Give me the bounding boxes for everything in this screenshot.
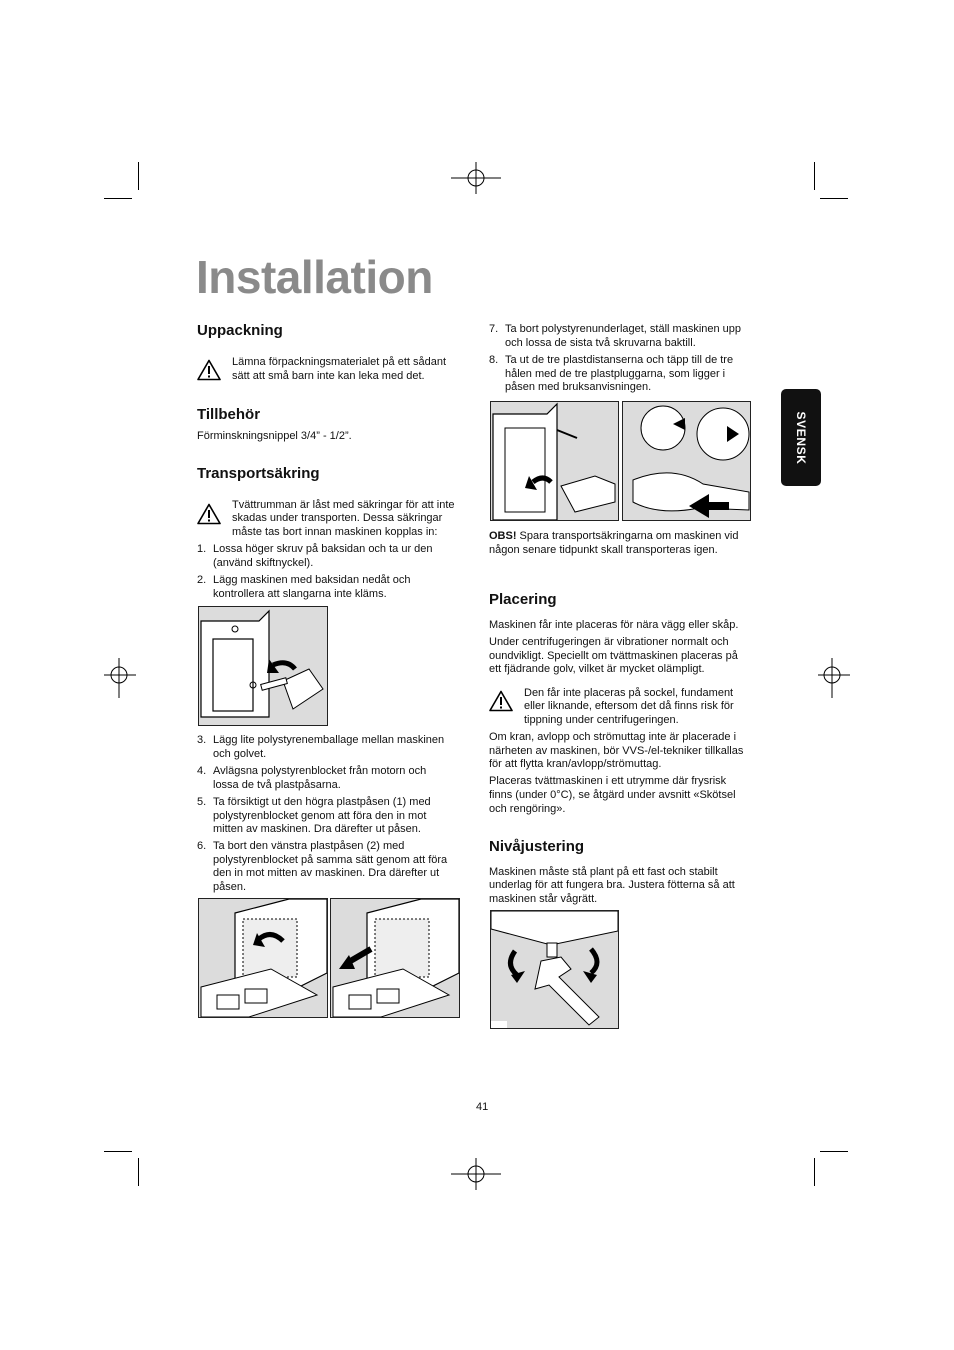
- paragraph: Maskinen måste stå plant på ett fast och stabilt: [489, 866, 718, 878]
- crop-mark: [104, 198, 132, 199]
- section-heading-placering: Placering: [489, 591, 557, 608]
- warning-text: måste tas bort innan maskinen kopplas in:: [232, 526, 438, 538]
- paragraph: Placeras tvättmaskinen i ett utrymme där frysrisk: [489, 775, 727, 787]
- warning-triangle-icon: [197, 359, 221, 381]
- page-title: Installation: [196, 251, 433, 303]
- warning-text: Den får inte placeras på sockel, fundament: [524, 687, 734, 699]
- crop-mark: [814, 1158, 815, 1186]
- illustration-remove-spacers: [490, 401, 619, 521]
- warning-text: sätt att små barn inte kan leka med det.: [232, 370, 425, 382]
- crop-mark: [814, 162, 815, 190]
- step-number: 6.: [197, 840, 207, 852]
- section-heading-nivajustering: Nivåjustering: [489, 838, 585, 855]
- obs-text: Spara transportsäkringarna om maskinen vid: [516, 530, 739, 542]
- registration-crosshair-icon: [104, 658, 136, 698]
- step-number: 3.: [197, 734, 207, 746]
- step-text: Ta bort den vänstra plastpåsen (2) med: [213, 840, 405, 852]
- step-number: 2.: [197, 574, 207, 586]
- crop-mark: [820, 198, 848, 199]
- crop-mark: [138, 162, 139, 190]
- step-number: 5.: [197, 796, 207, 808]
- paragraph: närheten av maskinen, bör VVS-/el-tekniker tillkallas: [489, 745, 744, 757]
- obs-note: någon senare tidpunkt skall transporteras igen.: [489, 544, 718, 556]
- section-heading-tillbehor: Tillbehör: [197, 406, 261, 423]
- warning-triangle-icon: [197, 503, 221, 525]
- section-heading-transportsakring: Transportsäkring: [197, 465, 320, 482]
- step-text: polystyrenblocket genom att föra den in mot: [213, 810, 427, 822]
- paragraph: Maskinen får inte placeras för nära vägg eller skåp.: [489, 619, 739, 631]
- illustration-adjust-feet: [490, 910, 619, 1029]
- crop-mark: [138, 1158, 139, 1186]
- step-number: 1.: [197, 543, 207, 555]
- paragraph: underlag för att fungera bra. Justera fötterna så att: [489, 879, 735, 891]
- illustration-remove-left-bag: [330, 898, 460, 1018]
- crop-mark: [820, 1151, 848, 1152]
- step-text: polystyrenblocket på samma sätt genom att föra: [213, 854, 448, 866]
- paragraph: Förminskningsnippel 3/4” - 1/2”.: [197, 430, 352, 442]
- step-text: Ta ut de tre plastdistanserna och täpp till de tre: [505, 354, 734, 366]
- step-number: 4.: [197, 765, 207, 777]
- registration-crosshair-icon: [451, 1158, 501, 1190]
- step-text: påsen med bruksanvisningen.: [505, 381, 652, 393]
- illustration-insert-plugs: [622, 401, 751, 521]
- registration-crosshair-icon: [451, 162, 501, 194]
- obs-label: OBS!: [489, 530, 517, 542]
- step-text: mitten av maskinen. Dra därefter ut påsen.: [213, 823, 421, 835]
- step-text: hålen med de tre plastpluggarna, som ligger i: [505, 368, 726, 380]
- paragraph: och rengöring».: [489, 803, 566, 815]
- step-text: och lossa de sista två skruvarna baktill.: [505, 337, 696, 349]
- warning-text: eller liknande, eftersom det då finns risk för: [524, 700, 734, 712]
- step-text: kontrollera att slangarna inte kläms.: [213, 588, 387, 600]
- warning-triangle-icon: [489, 690, 513, 712]
- step-text: och golvet.: [213, 748, 267, 760]
- crop-mark: [104, 1151, 132, 1152]
- section-heading-uppackning: Uppackning: [197, 322, 283, 339]
- step-number: 8.: [489, 354, 499, 366]
- step-text: lossa de två plastpåsarna.: [213, 779, 341, 791]
- step-text: Lägg lite polystyrenemballage mellan maskinen: [213, 734, 445, 746]
- warning-text: Lämna förpackningsmaterialet på ett sådant: [232, 356, 447, 368]
- language-tab: [781, 389, 821, 486]
- paragraph: Om kran, avlopp och strömuttag inte är placerade i: [489, 731, 737, 743]
- step-text: Lägg maskinen med baksidan nedåt och: [213, 574, 411, 586]
- warning-text: tippning under centrifugeringen.: [524, 714, 679, 726]
- page-number: 41: [476, 1101, 489, 1113]
- language-tab-label: SVENSK: [794, 411, 808, 464]
- step-text: Ta bort polystyrenunderlaget, ställ maskinen upp: [505, 323, 742, 335]
- illustration-remove-right-bag: [198, 898, 328, 1018]
- step-number: 7.: [489, 323, 499, 335]
- step-text: (använd skiftnyckel).: [213, 557, 314, 569]
- step-text: påsen.: [213, 881, 247, 893]
- registration-crosshair-icon: [818, 658, 850, 698]
- step-text: den in mot mitten av maskinen. Dra därefter ut: [213, 867, 440, 879]
- paragraph: oundvikligt. Speciellt om tvättmaskinen placeras på: [489, 650, 738, 662]
- paragraph: maskinen står vågrätt.: [489, 893, 598, 905]
- paragraph: Under centrifugeringen är vibrationer normalt och: [489, 636, 729, 648]
- paragraph: finns (under 0°C), se åtgärd under avsnitt «Skötsel: [489, 789, 736, 801]
- paragraph: ett fjädrande golv, vilket är mycket olämpligt.: [489, 663, 705, 675]
- paragraph: för att flytta kran/avlopp/strömuttag.: [489, 758, 662, 770]
- step-text: Lossa höger skruv på baksidan och ta ur den: [213, 543, 433, 555]
- illustration-remove-screw: [198, 606, 328, 726]
- step-text: Ta försiktigt ut den högra plastpåsen (1) med: [213, 796, 431, 808]
- step-text: Avlägsna polystyrenblocket från motorn och: [213, 765, 427, 777]
- obs-note: [489, 530, 738, 544]
- warning-text: Tvättrumman är låst med säkringar för att inte: [232, 499, 455, 511]
- warning-text: skadas under transporten. Dessa säkringar: [232, 512, 443, 524]
